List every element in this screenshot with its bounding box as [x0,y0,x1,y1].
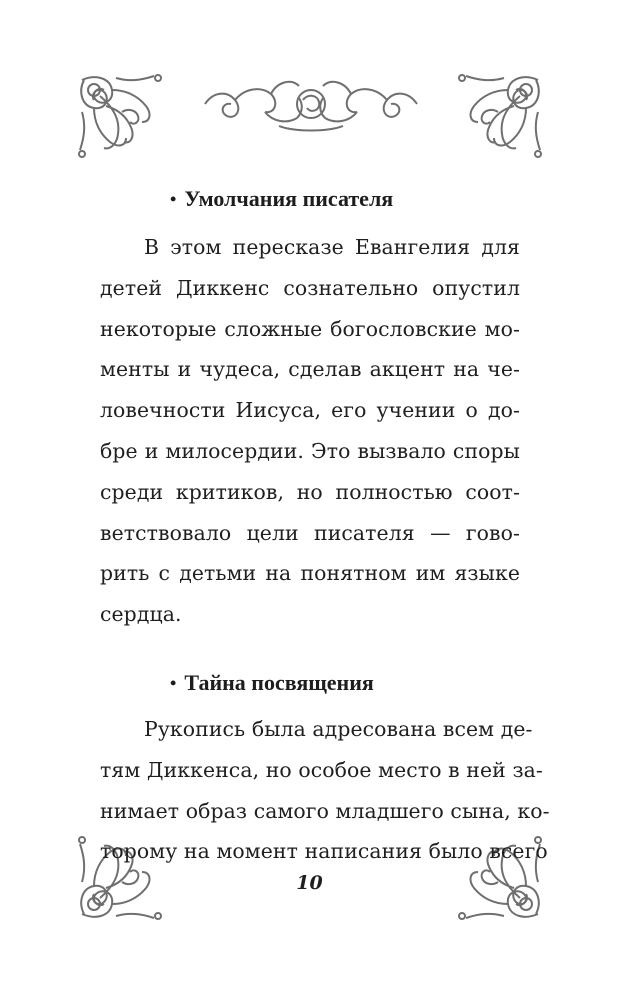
text-line: торому на момент написания было всего [100,839,548,864]
text-line: детей Диккенс сознательно опустил [100,275,520,300]
text-line: сердца. [100,602,182,627]
section-title: Умолчания писателя [184,186,394,211]
text-line: нимает образ самого младшего сына, ко- [100,798,550,823]
paragraph-dedication-secret [100,709,550,872]
section-heading-dedication-secret [100,667,520,699]
corner-ornament-top-left-icon [76,72,164,160]
corner-ornament-top-right-icon [456,72,544,160]
text-line: рить с детьми на понятном им языке [100,561,520,586]
text-line: Рукопись была адресована всем де- [144,716,533,741]
section-heading-author-omissions [100,183,520,215]
text-line: ловечности Иисуса, его учении о до- [100,398,520,423]
bullet-icon: • [170,672,177,693]
text-line: некоторые сложные богословские мо- [100,316,520,341]
text-line: менты и чудеса, сделав акцент на че- [100,357,520,382]
text-line: ветствовало цели писателя — гово- [100,520,520,545]
page-number: 10 [296,872,323,894]
text-line: среди критиков, но полностью соот- [100,479,520,504]
bullet-icon: • [170,189,177,209]
header-ornament-icon [199,74,423,134]
text-line: бре и милосердии. Это вызвало споры [100,438,520,463]
section-title: Тайна посвящения [184,669,374,695]
paragraph-author-omissions [100,227,520,635]
text-line: тям Диккенса, но особое место в ней за- [100,757,543,782]
text-line: В этом пересказе Евангелия для [144,235,520,259]
page-content [100,183,550,872]
